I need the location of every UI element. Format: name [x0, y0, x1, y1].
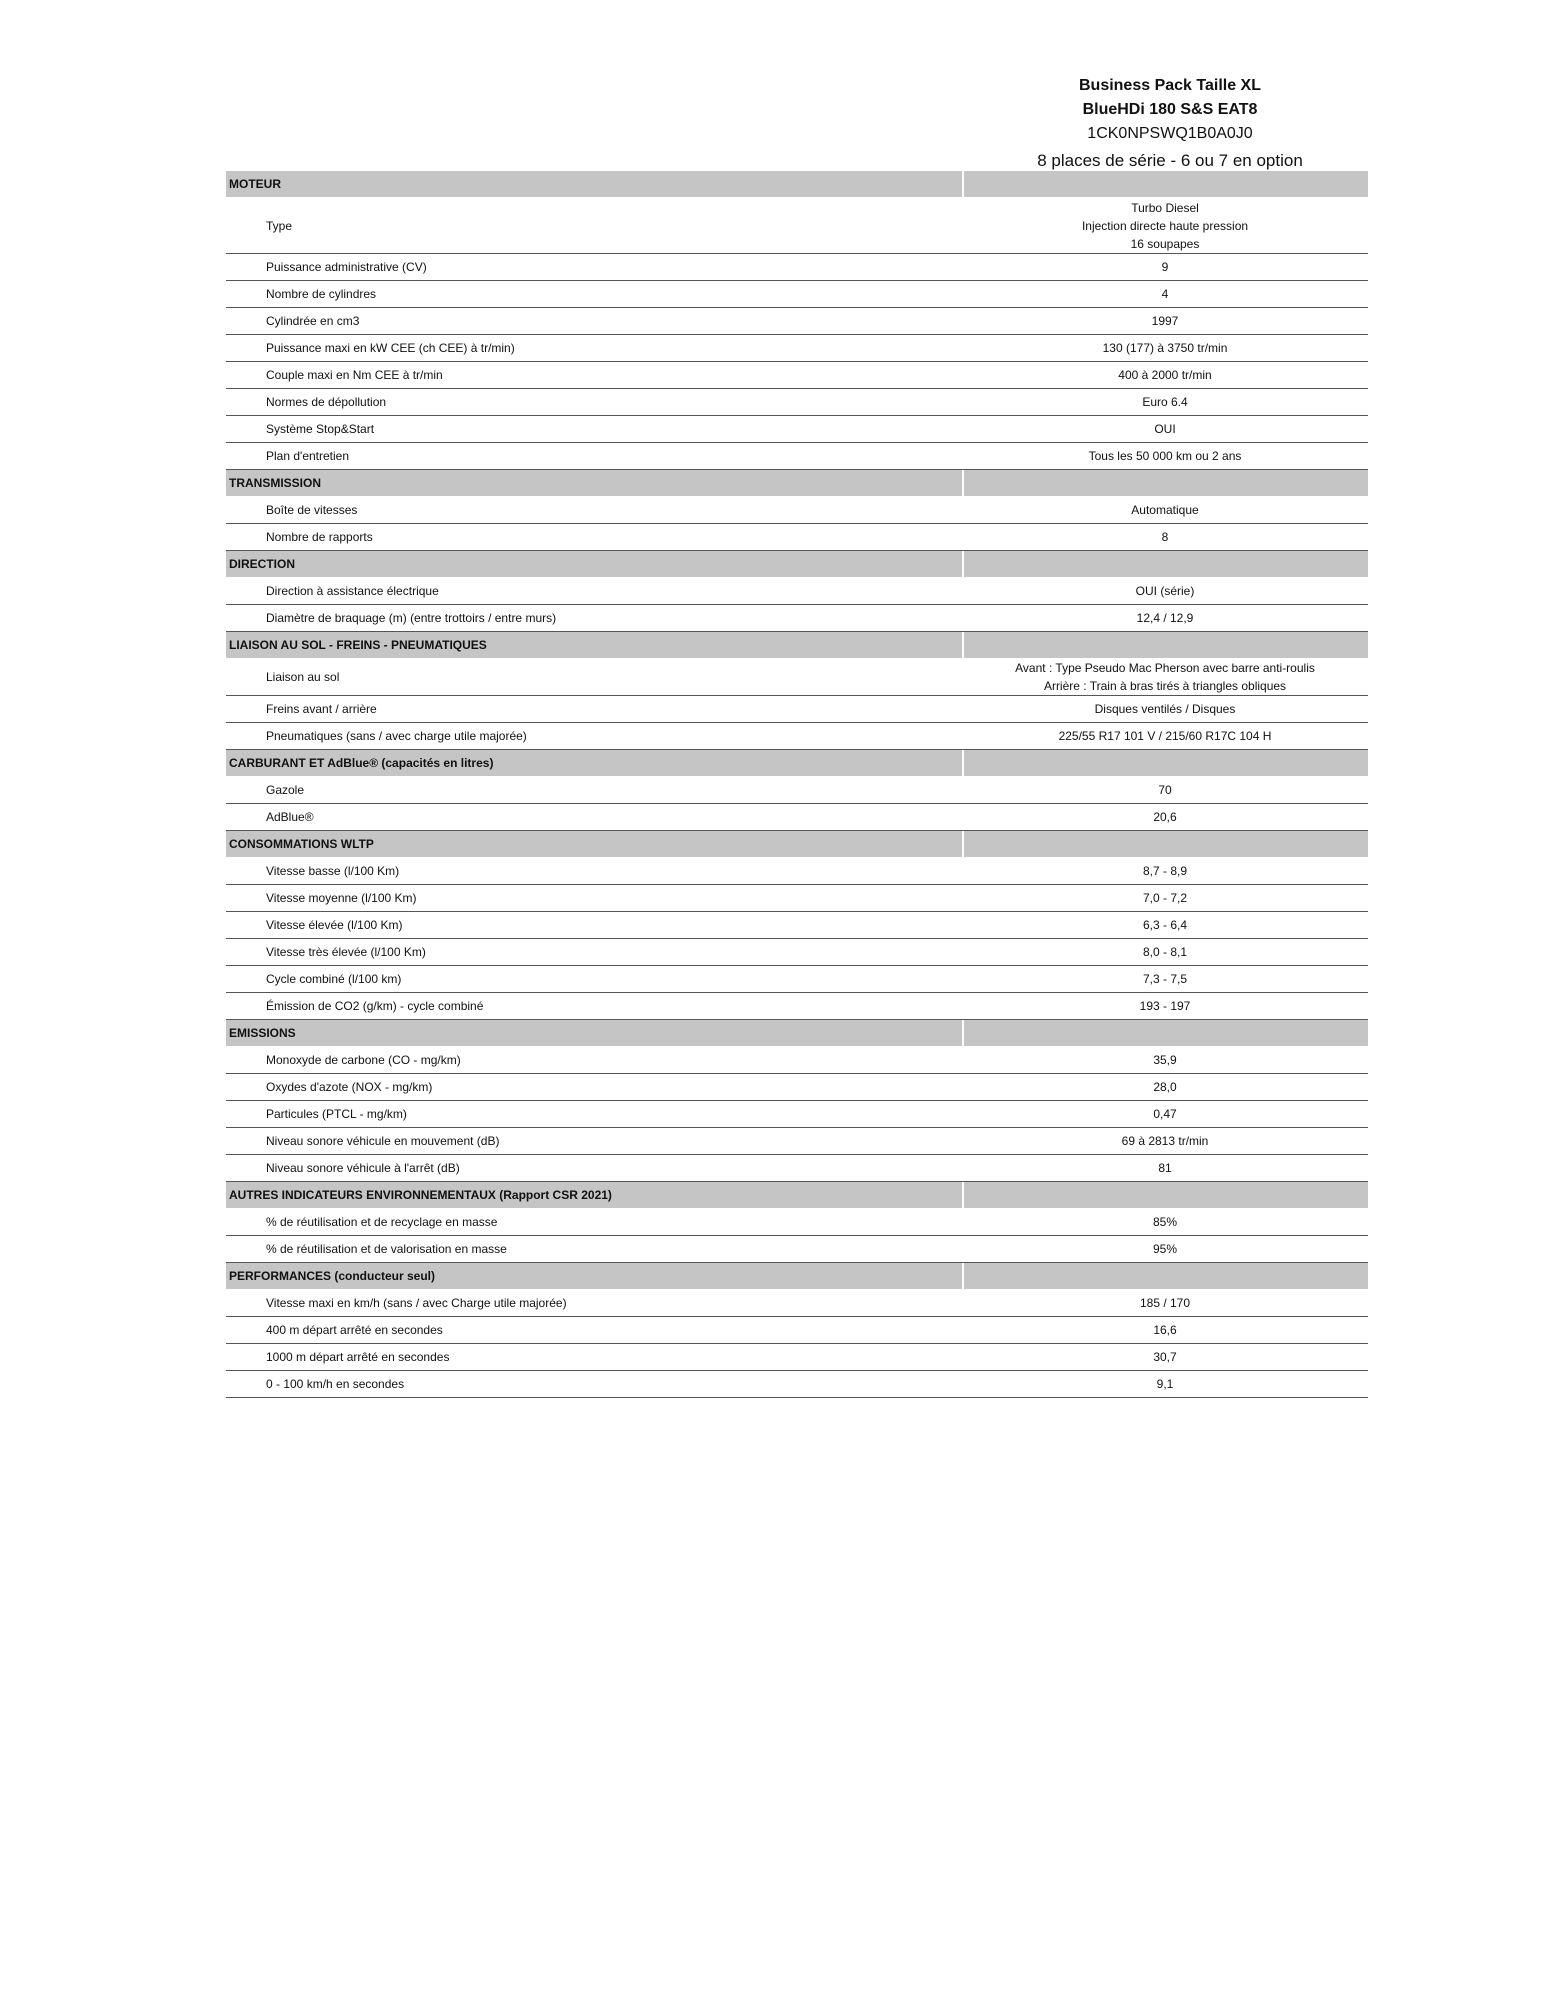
- row-value-line: 8,0 - 8,1: [1142, 945, 1188, 959]
- section-header-right: [964, 171, 1368, 197]
- table-row: [226, 723, 1368, 750]
- row-label: Direction à assistance électrique: [266, 584, 439, 598]
- table-row: [226, 696, 1368, 723]
- row-label: 400 m départ arrêté en secondes: [266, 1323, 443, 1337]
- row-label: 0 - 100 km/h en secondes: [266, 1377, 405, 1391]
- row-value: [962, 862, 1368, 880]
- table-row: [226, 335, 1368, 362]
- row-value-line: Turbo Diesel: [1131, 200, 1199, 215]
- row-value: [962, 1213, 1368, 1231]
- row-label: Cylindrée en cm3: [266, 314, 360, 328]
- model-code: 1CK0NPSWQ1B0A0J0: [1087, 125, 1253, 142]
- section-header: [226, 831, 1368, 858]
- table-row: [226, 966, 1368, 993]
- row-value-line: 16,6: [1153, 1323, 1177, 1337]
- row-value: [962, 943, 1368, 961]
- row-label: Vitesse basse (l/100 Km): [266, 864, 400, 878]
- row-value-line: 35,9: [1153, 1053, 1177, 1067]
- table-row: [226, 804, 1368, 831]
- row-label: Puissance administrative (CV): [266, 260, 427, 274]
- row-value: [962, 528, 1368, 546]
- row-value-line: 1997: [1151, 314, 1179, 328]
- row-value-line: Disques ventilés / Disques: [1094, 702, 1236, 716]
- document-header: [960, 74, 1380, 173]
- row-value: [962, 1375, 1368, 1393]
- section-title: LIAISON AU SOL - FREINS - PNEUMATIQUES: [229, 638, 487, 652]
- row-value: [962, 997, 1368, 1015]
- table-row: [226, 389, 1368, 416]
- row-value-line: 225/55 R17 101 V / 215/60 R17C 104 H: [1058, 729, 1272, 743]
- row-value-line: 30,7: [1153, 1350, 1177, 1364]
- row-value: [962, 700, 1368, 718]
- row-value: [962, 1132, 1368, 1150]
- row-label: Boîte de vitesses: [266, 503, 358, 517]
- table-row: [226, 524, 1368, 551]
- section-header-right: [964, 632, 1368, 658]
- row-value-line: 95%: [1152, 1242, 1178, 1256]
- row-value-line: 7,0 - 7,2: [1142, 891, 1188, 905]
- seats-note: 8 places de série - 6 ou 7 en option: [1037, 151, 1303, 170]
- section-title: MOTEUR: [229, 177, 281, 191]
- table-row: [226, 993, 1368, 1020]
- row-label: Vitesse maxi en km/h (sans / avec Charge utile majorée): [266, 1296, 567, 1310]
- section-header-right: [964, 1020, 1368, 1046]
- table-row: [226, 254, 1368, 281]
- section-header: [226, 551, 1368, 578]
- row-value-line: 7,3 - 7,5: [1142, 972, 1188, 986]
- spec-table: [226, 171, 1368, 1398]
- row-value-line: 185 / 170: [1139, 1296, 1191, 1310]
- section-title: EMISSIONS: [229, 1026, 296, 1040]
- row-label: Vitesse très élevée (l/100 Km): [266, 945, 426, 959]
- section-title: TRANSMISSION: [229, 476, 322, 490]
- row-label: Type: [266, 218, 293, 233]
- table-row: [226, 777, 1368, 804]
- table-row: [226, 1074, 1368, 1101]
- section-header: [226, 750, 1368, 777]
- row-value: [962, 1240, 1368, 1258]
- row-value: [962, 808, 1368, 826]
- row-value: [962, 420, 1368, 438]
- row-label: AdBlue®: [266, 810, 314, 824]
- row-label: Freins avant / arrière: [266, 702, 377, 716]
- row-value-line: Tous les 50 000 km ou 2 ans: [1088, 449, 1242, 463]
- row-label: % de réutilisation et de recyclage en masse: [266, 1215, 498, 1229]
- row-value: [962, 1051, 1368, 1069]
- row-value-line: 193 - 197: [1139, 999, 1191, 1013]
- table-row: [226, 416, 1368, 443]
- section-header-right: [964, 831, 1368, 857]
- row-label: Gazole: [266, 783, 305, 797]
- section-header: [226, 1020, 1368, 1047]
- row-value: [962, 393, 1368, 411]
- row-label: Pneumatiques (sans / avec charge utile majorée): [266, 729, 527, 743]
- row-label: Nombre de rapports: [266, 530, 373, 544]
- row-value-line: 69 à 2813 tr/min: [1121, 1134, 1209, 1148]
- table-row: [226, 281, 1368, 308]
- row-value-line: 70: [1158, 783, 1172, 797]
- row-value-line: 8: [1161, 530, 1169, 544]
- row-value: [962, 339, 1368, 357]
- row-value-line: OUI (série): [1135, 584, 1195, 598]
- row-value: [962, 447, 1368, 465]
- row-value-line: 130 (177) à 3750 tr/min: [1102, 341, 1228, 355]
- section-header-right: [964, 750, 1368, 776]
- row-value-line: Avant : Type Pseudo Mac Pherson avec barre anti-roulis: [1015, 661, 1315, 675]
- row-value: [962, 609, 1368, 627]
- row-label: Oxydes d'azote (NOX - mg/km): [266, 1080, 433, 1094]
- row-value: [962, 916, 1368, 934]
- section-header-right: [964, 1263, 1368, 1289]
- row-label: Système Stop&Start: [266, 422, 375, 436]
- row-value-line: 400 à 2000 tr/min: [1118, 368, 1212, 382]
- row-value: [962, 659, 1368, 695]
- section-header: [226, 470, 1368, 497]
- table-row: [226, 1236, 1368, 1263]
- table-row: [226, 1344, 1368, 1371]
- engine-title: BlueHDi 180 S&S EAT8: [1082, 101, 1258, 118]
- row-value: [962, 366, 1368, 384]
- row-value: [962, 501, 1368, 519]
- row-value: [962, 312, 1368, 330]
- row-value-line: 12,4 / 12,9: [1136, 611, 1194, 625]
- section-header: [226, 632, 1368, 659]
- table-row: [226, 885, 1368, 912]
- row-value-line: 81: [1158, 1161, 1172, 1175]
- row-label: Vitesse élevée (l/100 Km): [266, 918, 403, 932]
- row-value: [962, 727, 1368, 745]
- table-row: [226, 198, 1368, 254]
- row-value-line: Euro 6.4: [1142, 395, 1188, 409]
- table-row: [226, 939, 1368, 966]
- row-value-line: Injection directe haute pression: [1081, 218, 1249, 233]
- table-row: [226, 1290, 1368, 1317]
- table-row: [226, 362, 1368, 389]
- row-value: [962, 1159, 1368, 1177]
- section-header-right: [964, 551, 1368, 577]
- row-label: Liaison au sol: [266, 670, 340, 684]
- row-value: [962, 199, 1368, 253]
- table-row: [226, 659, 1368, 696]
- row-label: Plan d'entretien: [266, 449, 350, 463]
- row-label: Normes de dépollution: [266, 395, 387, 409]
- section-header: [226, 1182, 1368, 1209]
- table-row: [226, 858, 1368, 885]
- row-value: [962, 781, 1368, 799]
- row-value-line: OUI: [1154, 422, 1176, 436]
- row-value-line: 9: [1161, 260, 1169, 274]
- table-row: [226, 1101, 1368, 1128]
- section-header-right: [964, 1182, 1368, 1208]
- table-row: [226, 912, 1368, 939]
- row-value: [962, 1321, 1368, 1339]
- table-row: [226, 1209, 1368, 1236]
- table-row: [226, 1155, 1368, 1182]
- section-header-right: [964, 470, 1368, 496]
- section-header: [226, 1263, 1368, 1290]
- row-value: [962, 258, 1368, 276]
- row-value: [962, 889, 1368, 907]
- row-label: Couple maxi en Nm CEE à tr/min: [266, 368, 443, 382]
- section-title: AUTRES INDICATEURS ENVIRONNEMENTAUX (Rapport CSR 2021): [229, 1188, 612, 1202]
- row-value-line: 9,1: [1156, 1377, 1174, 1391]
- row-label: Vitesse moyenne (l/100 Km): [266, 891, 417, 905]
- row-label: Niveau sonore véhicule en mouvement (dB): [266, 1134, 500, 1148]
- row-value: [962, 582, 1368, 600]
- section-header: [226, 171, 1368, 198]
- row-value-line: 8,7 - 8,9: [1142, 864, 1188, 878]
- row-value: [962, 1348, 1368, 1366]
- row-value-line: 4: [1161, 287, 1169, 301]
- table-row: [226, 1128, 1368, 1155]
- row-label: Cycle combiné (l/100 km): [266, 972, 402, 986]
- row-value-line: 6,3 - 6,4: [1142, 918, 1188, 932]
- table-row: [226, 1371, 1368, 1398]
- row-label: Diamètre de braquage (m) (entre trottoirs / entre murs): [266, 611, 557, 625]
- row-value: [962, 1294, 1368, 1312]
- row-label: Particules (PTCL - mg/km): [266, 1107, 407, 1121]
- row-value: [962, 285, 1368, 303]
- row-value-line: 85%: [1152, 1215, 1178, 1229]
- row-value-line: 16 soupapes: [1130, 236, 1200, 251]
- row-label: Puissance maxi en kW CEE (ch CEE) à tr/min): [266, 341, 515, 355]
- row-value-line: 20,6: [1153, 810, 1177, 824]
- table-row: [226, 1047, 1368, 1074]
- row-value-line: Arrière : Train à bras tirés à triangles obliques: [1043, 679, 1287, 693]
- row-label: Nombre de cylindres: [266, 287, 377, 301]
- row-label: Monoxyde de carbone (CO - mg/km): [266, 1053, 461, 1067]
- row-value-line: 0,47: [1153, 1107, 1177, 1121]
- section-title: PERFORMANCES (conducteur seul): [229, 1269, 436, 1283]
- table-row: [226, 578, 1368, 605]
- model-title: Business Pack Taille XL: [1078, 77, 1261, 94]
- table-row: [226, 497, 1368, 524]
- table-row: [226, 605, 1368, 632]
- row-label: Niveau sonore véhicule à l'arrêt (dB): [266, 1161, 460, 1175]
- row-label: 1000 m départ arrêté en secondes: [266, 1350, 450, 1364]
- row-value-line: Automatique: [1131, 503, 1199, 517]
- table-row: [226, 1317, 1368, 1344]
- section-title: CARBURANT ET AdBlue® (capacités en litres): [229, 756, 494, 770]
- row-value-line: 28,0: [1153, 1080, 1177, 1094]
- row-value: [962, 970, 1368, 988]
- row-value: [962, 1078, 1368, 1096]
- table-row: [226, 308, 1368, 335]
- section-title: CONSOMMATIONS WLTP: [229, 837, 374, 851]
- table-row: [226, 443, 1368, 470]
- row-label: % de réutilisation et de valorisation en masse: [266, 1242, 507, 1256]
- row-value: [962, 1105, 1368, 1123]
- row-label: Émission de CO2 (g/km) - cycle combiné: [266, 999, 484, 1013]
- section-title: DIRECTION: [229, 557, 295, 571]
